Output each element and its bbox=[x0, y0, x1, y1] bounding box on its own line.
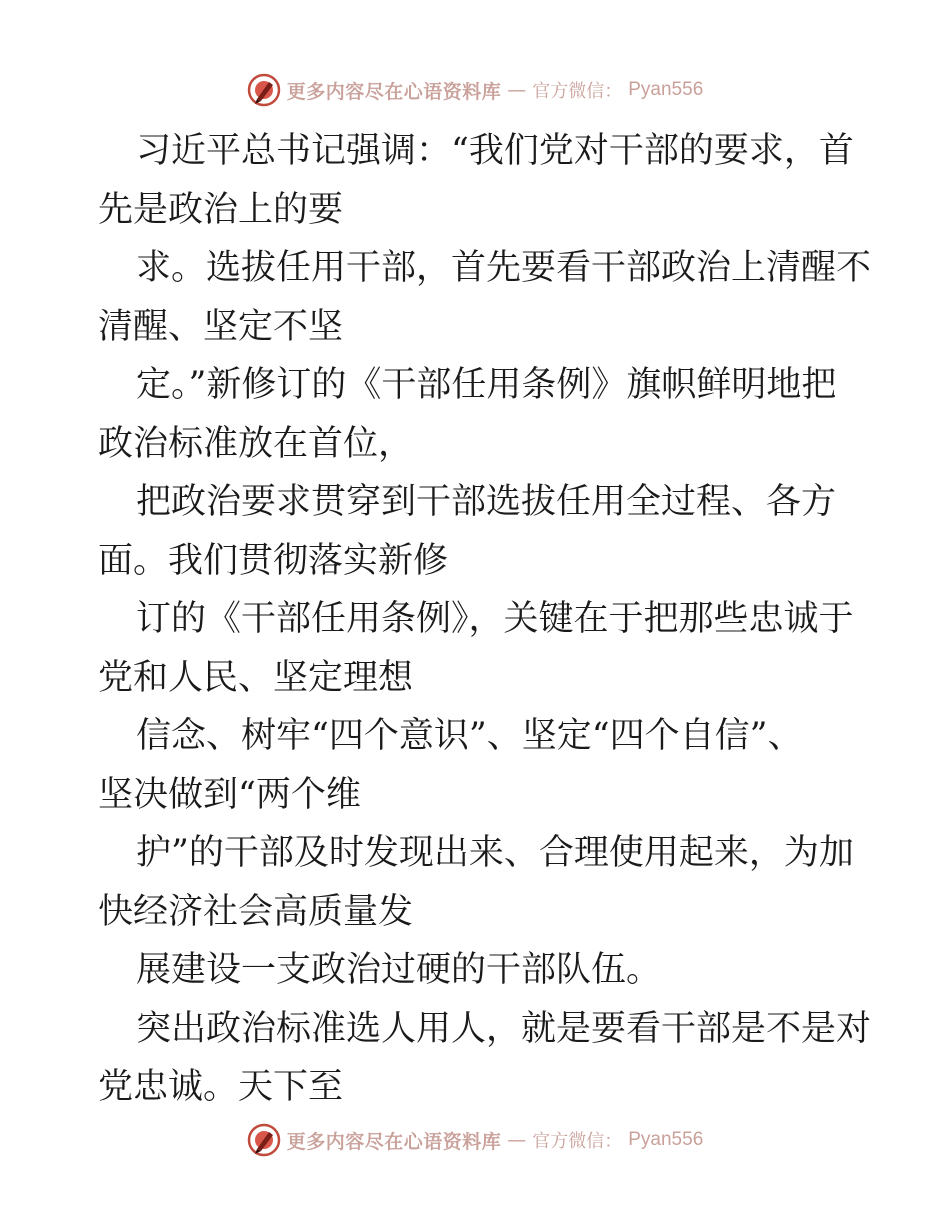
text-line: 订的《干部任用条例》，关键在于把那些忠诚于 bbox=[136, 599, 854, 639]
watermark-label: 官方微信： bbox=[532, 1131, 623, 1152]
watermark-text: 更多内容尽在心语资料库 bbox=[286, 80, 502, 103]
watermark-dash: — bbox=[507, 79, 527, 101]
text-line: 定。”新修订的《干部任用条例》旗帜鲜明地把 bbox=[136, 365, 837, 405]
text-line: 清醒、坚定不坚 bbox=[98, 306, 344, 347]
text-line: 党和人民、坚定理想 bbox=[98, 657, 414, 698]
text-line: 坚决做到“两个维 bbox=[98, 774, 361, 815]
watermark-text: 更多内容尽在心语资料库 bbox=[286, 1130, 502, 1153]
watermark-dash: — bbox=[507, 1129, 527, 1151]
text-line: 快经济社会高质量发 bbox=[98, 891, 414, 932]
text-line: 习近平总书记强调：“我们党对干部的要求，首 bbox=[136, 131, 854, 171]
text-line: 信念、树牢“四个意识”、坚定“四个自信”、 bbox=[136, 716, 803, 756]
text-line: 面。我们贯彻落实新修 bbox=[98, 540, 449, 581]
pen-logo-icon bbox=[247, 73, 281, 107]
text-line: 党忠诚。天下至 bbox=[98, 1067, 344, 1107]
text-line: 求。选拔任用干部，首先要看干部政治上清醒不 bbox=[136, 248, 872, 288]
text-line: 突出政治标准选人用人，就是要看干部是不是对 bbox=[136, 1008, 872, 1049]
pen-logo-icon bbox=[247, 1123, 281, 1157]
watermark-id: Pyan556 bbox=[628, 1129, 704, 1150]
document-body bbox=[98, 122, 872, 1117]
watermark-id: Pyan556 bbox=[628, 79, 704, 100]
text-line: 展建设一支政治过硬的干部队伍。 bbox=[136, 950, 662, 990]
header-watermark bbox=[0, 70, 950, 110]
text-line: 护”的干部及时发现出来、合理使用起来，为加 bbox=[136, 833, 854, 873]
text-line: 先是政治上的要 bbox=[98, 189, 344, 230]
footer-watermark bbox=[0, 1120, 950, 1160]
watermark-label: 官方微信： bbox=[532, 81, 623, 102]
text-line: 把政治要求贯穿到干部选拔任用全过程、各方 bbox=[136, 482, 837, 522]
text-line: 政治标准放在首位， bbox=[98, 423, 414, 464]
